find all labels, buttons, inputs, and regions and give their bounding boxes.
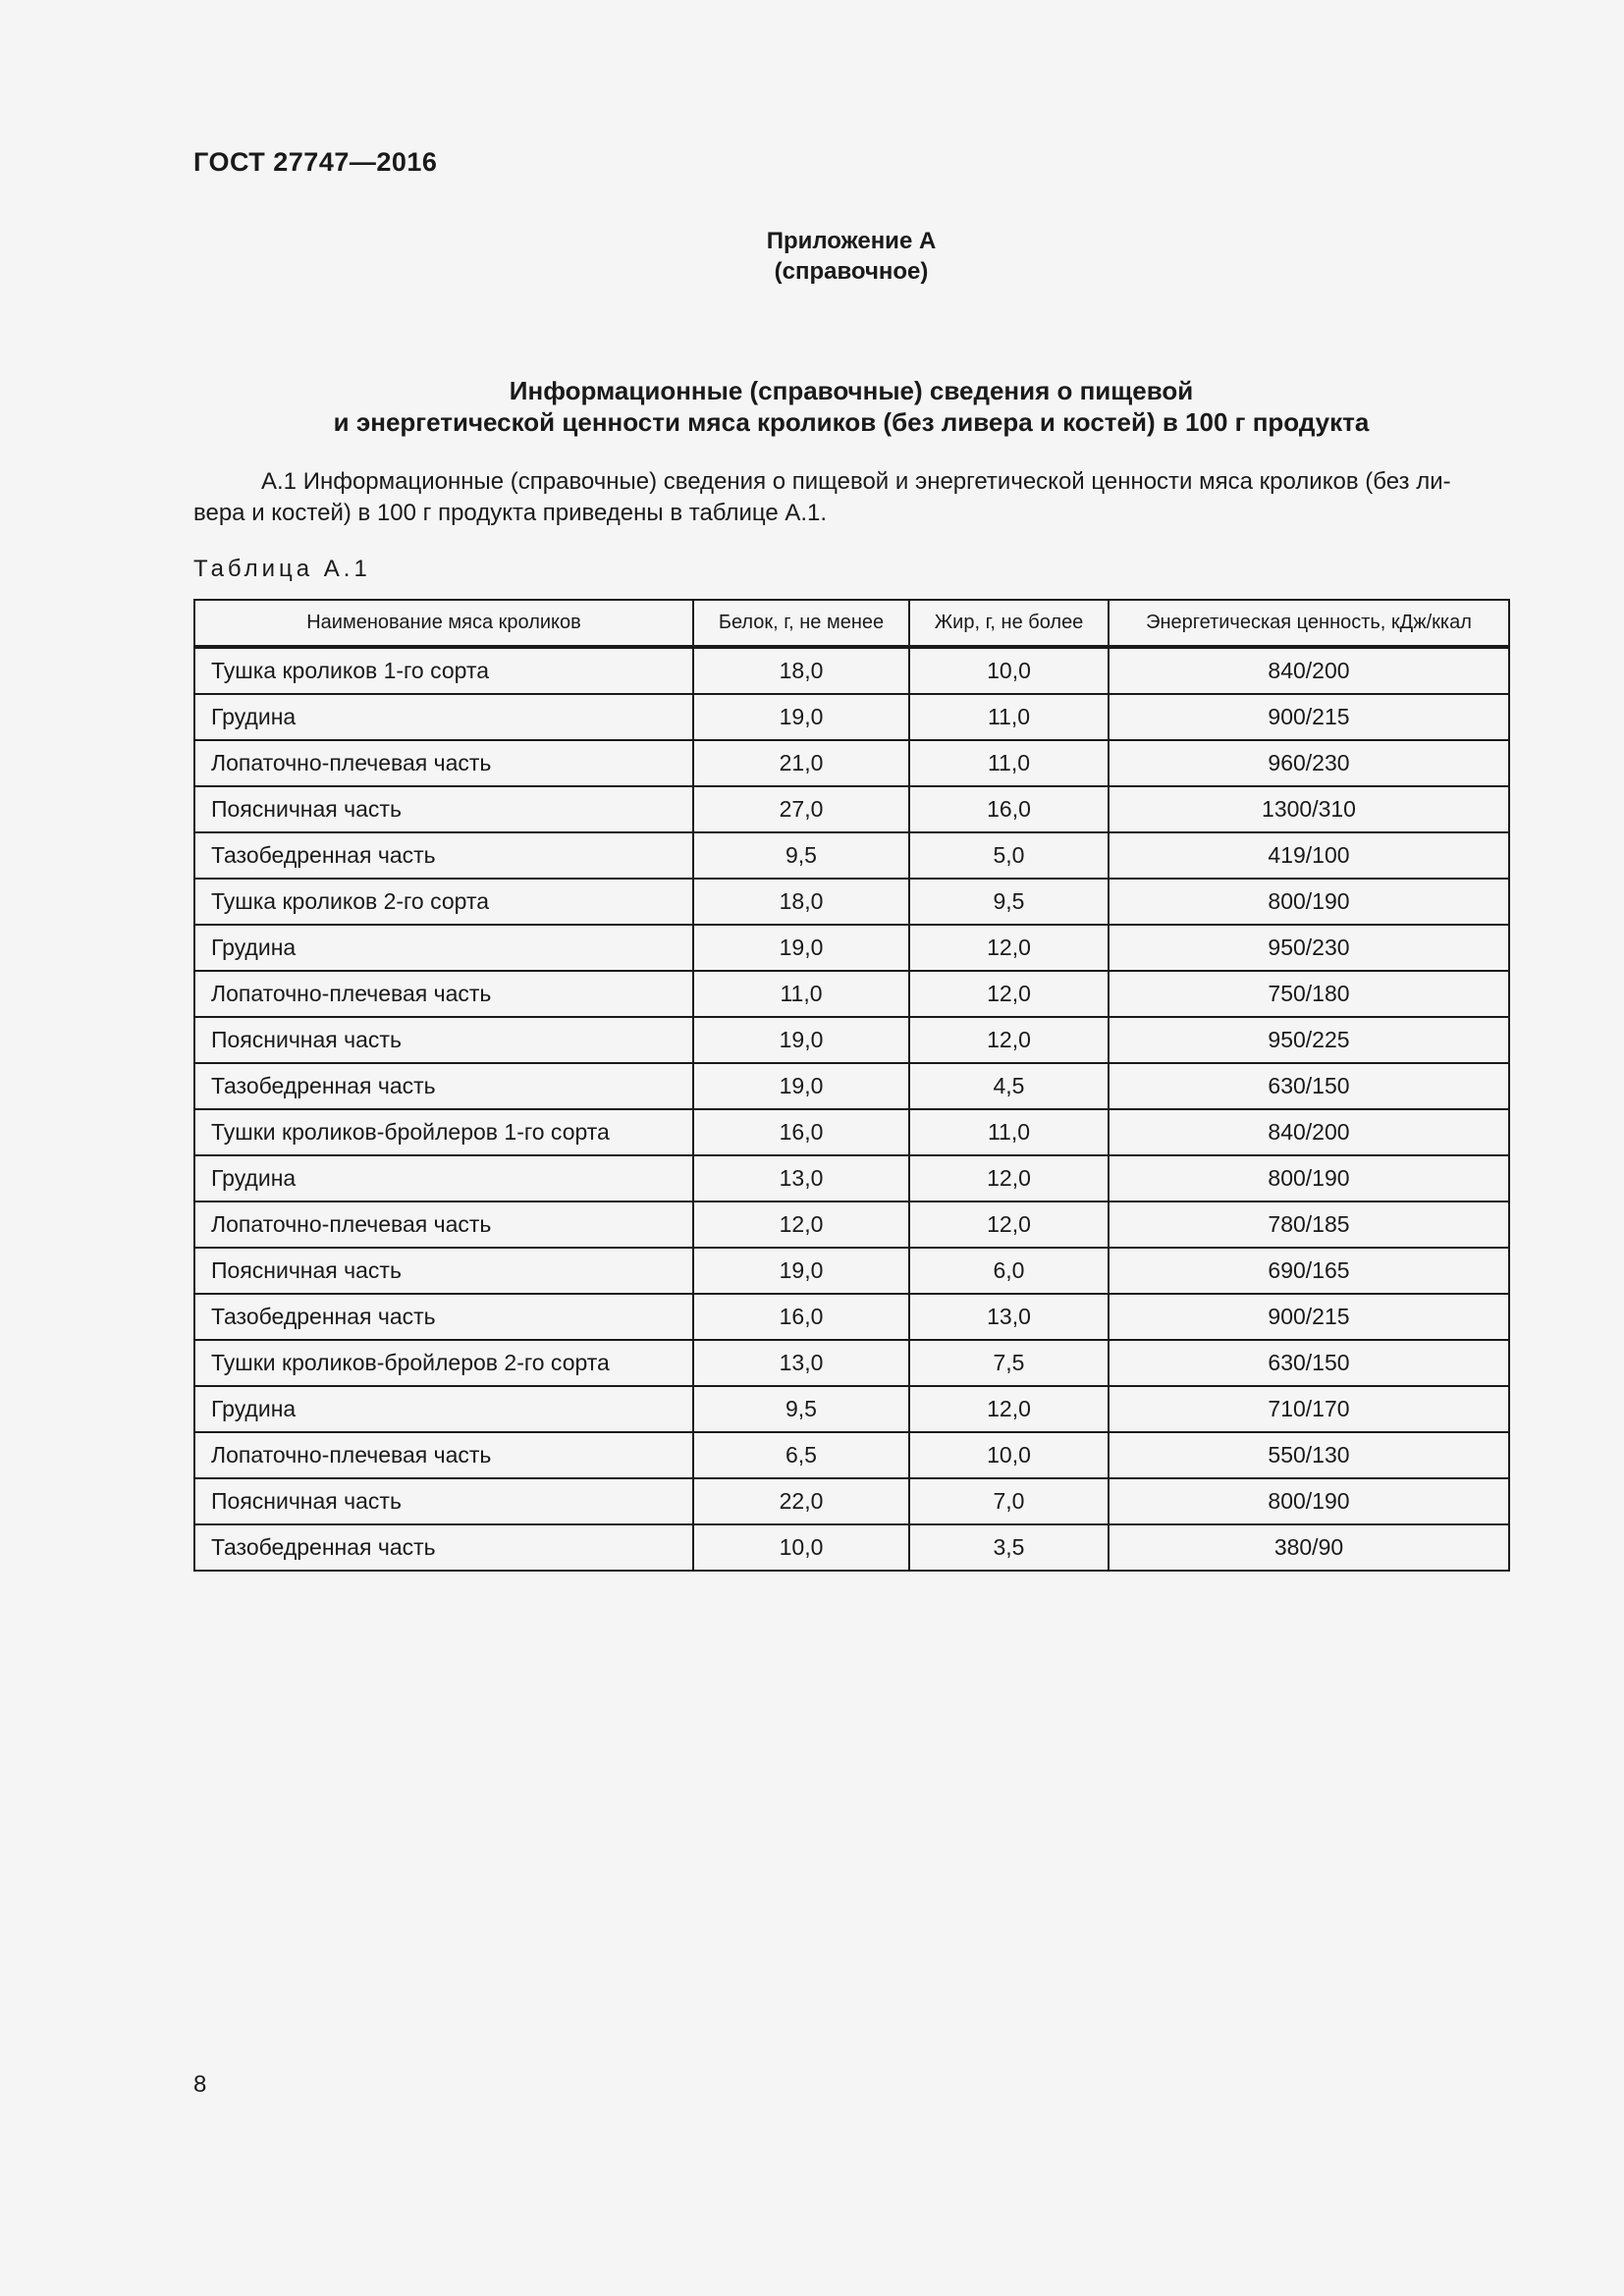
- cell-energy: 950/230: [1109, 925, 1509, 971]
- cell-energy: 710/170: [1109, 1386, 1509, 1432]
- appendix-heading: [0, 226, 1624, 287]
- table-row: [194, 647, 1509, 694]
- cell-fat: 3,5: [909, 1524, 1109, 1571]
- table-row: [194, 1478, 1509, 1524]
- table-row: [194, 1109, 1509, 1155]
- paragraph-line-2: вера и костей) в 100 г продукта приведены в таблице А.1.: [193, 500, 828, 526]
- cell-name: Тушки кроликов-бройлеров 2-го сорта: [194, 1340, 693, 1386]
- section-title-line-2: и энергетической ценности мяса кроликов (без ливера и костей) в 100 г продукта: [333, 407, 1370, 437]
- cell-fat: 7,5: [909, 1340, 1109, 1386]
- cell-fat: 12,0: [909, 971, 1109, 1017]
- cell-energy: 800/190: [1109, 1478, 1509, 1524]
- cell-name: Тушка кроликов 1-го сорта: [194, 647, 693, 694]
- table-row: [194, 1340, 1509, 1386]
- cell-protein: 13,0: [693, 1155, 909, 1201]
- column-header-protein: Белок, г, не менее: [693, 600, 909, 647]
- section-title: [193, 375, 1509, 438]
- document-code: ГОСТ 27747—2016: [193, 147, 438, 177]
- cell-energy: 630/150: [1109, 1063, 1509, 1109]
- cell-protein: 11,0: [693, 971, 909, 1017]
- cell-protein: 22,0: [693, 1478, 909, 1524]
- cell-name: Тазобедренная часть: [194, 1524, 693, 1571]
- cell-energy: 840/200: [1109, 1109, 1509, 1155]
- table-row: [194, 1248, 1509, 1294]
- cell-energy: 800/190: [1109, 1155, 1509, 1201]
- table-row: [194, 1524, 1509, 1571]
- cell-protein: 19,0: [693, 1017, 909, 1063]
- nutrition-table: [193, 599, 1510, 1572]
- table-caption: Таблица А.1: [193, 556, 371, 582]
- table-row: [194, 971, 1509, 1017]
- cell-energy: 950/225: [1109, 1017, 1509, 1063]
- cell-energy: 840/200: [1109, 647, 1509, 694]
- cell-fat: 11,0: [909, 694, 1109, 740]
- cell-protein: 10,0: [693, 1524, 909, 1571]
- cell-fat: 6,0: [909, 1248, 1109, 1294]
- table-row: [194, 694, 1509, 740]
- cell-protein: 19,0: [693, 925, 909, 971]
- cell-protein: 19,0: [693, 1248, 909, 1294]
- cell-energy: 550/130: [1109, 1432, 1509, 1478]
- cell-fat: 4,5: [909, 1063, 1109, 1109]
- cell-energy: 690/165: [1109, 1248, 1509, 1294]
- cell-name: Тазобедренная часть: [194, 1294, 693, 1340]
- cell-fat: 12,0: [909, 1386, 1109, 1432]
- cell-protein: 19,0: [693, 1063, 909, 1109]
- cell-protein: 19,0: [693, 694, 909, 740]
- appendix-subtitle: (справочное): [774, 258, 929, 285]
- cell-fat: 10,0: [909, 647, 1109, 694]
- cell-name: Грудина: [194, 925, 693, 971]
- cell-fat: 12,0: [909, 1155, 1109, 1201]
- cell-protein: 18,0: [693, 879, 909, 925]
- appendix-title: Приложение А: [766, 228, 937, 254]
- cell-fat: 11,0: [909, 1109, 1109, 1155]
- cell-fat: 16,0: [909, 786, 1109, 832]
- table-row: [194, 1432, 1509, 1478]
- table-row: [194, 1294, 1509, 1340]
- cell-protein: 16,0: [693, 1294, 909, 1340]
- cell-energy: 960/230: [1109, 740, 1509, 786]
- cell-fat: 13,0: [909, 1294, 1109, 1340]
- cell-name: Лопаточно-плечевая часть: [194, 1432, 693, 1478]
- cell-name: Поясничная часть: [194, 1478, 693, 1524]
- cell-name: Тазобедренная часть: [194, 1063, 693, 1109]
- table-row: [194, 925, 1509, 971]
- cell-energy: 900/215: [1109, 1294, 1509, 1340]
- table-row: [194, 1386, 1509, 1432]
- cell-fat: 12,0: [909, 1017, 1109, 1063]
- column-header-energy: Энергетическая ценность, кДж/ккал: [1109, 600, 1509, 647]
- column-header-fat: Жир, г, не более: [909, 600, 1109, 647]
- paragraph-line-1: А.1 Информационные (справочные) сведения о пищевой и энергетической ценности мяса кроликов (без ли-: [261, 468, 1451, 495]
- cell-energy: 419/100: [1109, 832, 1509, 879]
- cell-name: Тушка кроликов 2-го сорта: [194, 879, 693, 925]
- cell-energy: 900/215: [1109, 694, 1509, 740]
- cell-name: Лопаточно-плечевая часть: [194, 971, 693, 1017]
- cell-fat: 9,5: [909, 879, 1109, 925]
- cell-energy: 750/180: [1109, 971, 1509, 1017]
- cell-name: Поясничная часть: [194, 1248, 693, 1294]
- page-number: 8: [193, 2071, 207, 2098]
- cell-fat: 12,0: [909, 925, 1109, 971]
- cell-energy: 630/150: [1109, 1340, 1509, 1386]
- intro-paragraph: [193, 466, 1509, 529]
- cell-fat: 11,0: [909, 740, 1109, 786]
- table-row: [194, 1201, 1509, 1248]
- column-header-name: Наименование мяса кроликов: [194, 600, 693, 647]
- cell-name: Тушки кроликов-бройлеров 1-го сорта: [194, 1109, 693, 1155]
- cell-name: Грудина: [194, 1155, 693, 1201]
- cell-protein: 12,0: [693, 1201, 909, 1248]
- table-row: [194, 1017, 1509, 1063]
- cell-name: Поясничная часть: [194, 786, 693, 832]
- cell-name: Лопаточно-плечевая часть: [194, 1201, 693, 1248]
- cell-fat: 5,0: [909, 832, 1109, 879]
- table-row: [194, 786, 1509, 832]
- table-body: [194, 647, 1509, 1571]
- cell-protein: 6,5: [693, 1432, 909, 1478]
- cell-protein: 13,0: [693, 1340, 909, 1386]
- cell-energy: 1300/310: [1109, 786, 1509, 832]
- cell-protein: 16,0: [693, 1109, 909, 1155]
- cell-protein: 9,5: [693, 1386, 909, 1432]
- table-row: [194, 740, 1509, 786]
- cell-name: Лопаточно-плечевая часть: [194, 740, 693, 786]
- cell-protein: 18,0: [693, 647, 909, 694]
- cell-name: Грудина: [194, 694, 693, 740]
- cell-fat: 12,0: [909, 1201, 1109, 1248]
- cell-fat: 7,0: [909, 1478, 1109, 1524]
- cell-name: Тазобедренная часть: [194, 832, 693, 879]
- cell-energy: 780/185: [1109, 1201, 1509, 1248]
- cell-name: Поясничная часть: [194, 1017, 693, 1063]
- table-row: [194, 1155, 1509, 1201]
- table-row: [194, 879, 1509, 925]
- cell-fat: 10,0: [909, 1432, 1109, 1478]
- table-row: [194, 832, 1509, 879]
- cell-protein: 21,0: [693, 740, 909, 786]
- cell-energy: 380/90: [1109, 1524, 1509, 1571]
- section-title-line-1: Информационные (справочные) сведения о пищевой: [509, 376, 1194, 405]
- table-header-row: [194, 600, 1509, 647]
- cell-protein: 27,0: [693, 786, 909, 832]
- cell-energy: 800/190: [1109, 879, 1509, 925]
- cell-name: Грудина: [194, 1386, 693, 1432]
- cell-protein: 9,5: [693, 832, 909, 879]
- table-row: [194, 1063, 1509, 1109]
